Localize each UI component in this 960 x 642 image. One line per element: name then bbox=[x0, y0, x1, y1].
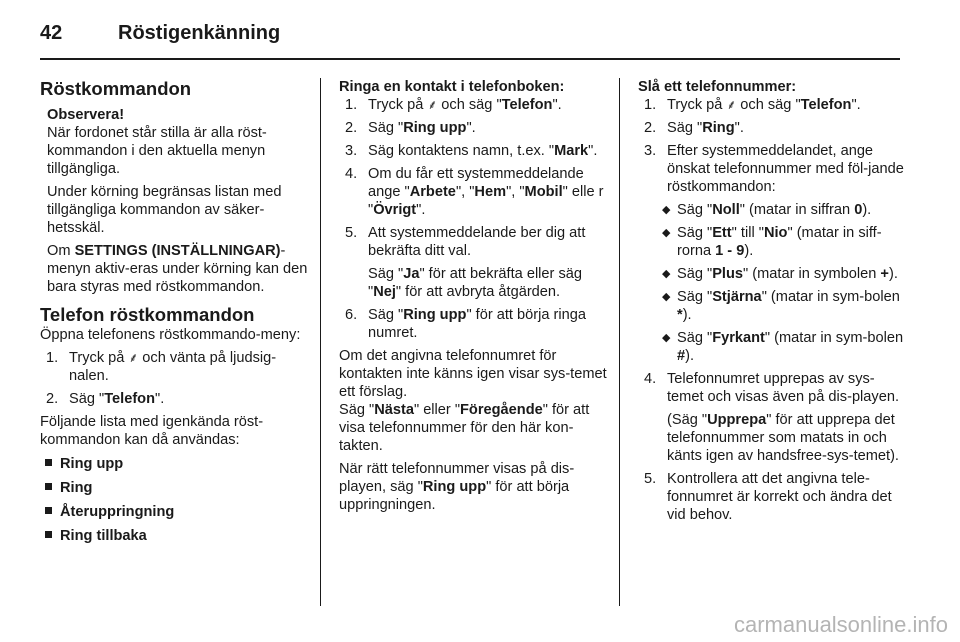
list-item: 1. Tryck på ⸙ och vänta på ljudsig-nalen. bbox=[46, 350, 277, 384]
list-item-subparagraph: Säg "Ja" för att bekräfta eller säg "Nej" för att avbryta åtgärden. bbox=[368, 266, 582, 300]
phone-voice-icon: ⸙ bbox=[128, 350, 139, 365]
note-paragraph-2: Under körning begränsas listan med tillgängliga kommandon av säker-hetsskäl. bbox=[47, 184, 282, 236]
phone-voice-icon: ⸙ bbox=[726, 97, 737, 112]
list-intro: Följande lista med igenkända röst-kommandon kan då användas: bbox=[40, 414, 264, 448]
list-item: 3. Säg kontaktens namn, t.ex. "Mark". bbox=[345, 143, 598, 159]
list-item: 3. Efter systemmeddelandet, ange önskat telefonnummer med föl-jande röstkommandon: bbox=[644, 143, 904, 195]
intro-text: Öppna telefonens röstkommando-meny: bbox=[40, 327, 301, 343]
list-item: 5. Att systemmeddelande ber dig att bekräfta ditt val. Säg "Ja" för att bekräfta eller säg "Nej" för att avbryta åtgärden. bbox=[345, 224, 607, 301]
square-bullet-icon bbox=[45, 483, 52, 490]
note-block bbox=[40, 106, 310, 296]
subheading-dial-number: Slå ett telefonnummer: bbox=[638, 79, 797, 95]
list-item: 4. Telefonnumret upprepas av sys-temet och visas även på dis-playen. (Säg "Upprepa" för att upprepa det telefonnummer som matats in och känts igen av handsfree-sys-temet). bbox=[644, 370, 906, 465]
diamond-bullet-icon: ◆ bbox=[662, 227, 671, 239]
list-item: 6. Säg "Ring upp" för att börja ringa numret. bbox=[345, 307, 586, 341]
diamond-bullet-icon: ◆ bbox=[662, 332, 671, 344]
list-item: 1. Tryck på ⸙ och säg "Telefon". bbox=[644, 97, 861, 113]
subheading-phonebook: Ringa en kontakt i telefonboken: bbox=[339, 79, 565, 95]
bullet-item: ◆ Säg "Plus" (matar in symbolen +). bbox=[662, 266, 898, 282]
note-paragraph-3: Om SETTINGS (INSTÄLLNINGAR)-menyn aktiv-eras under körning kan den bara styras med röstkommandon. bbox=[47, 243, 308, 295]
list-item: 2. Säg "Ring". bbox=[644, 120, 744, 136]
command-item: Återuppringning bbox=[45, 503, 310, 521]
list-item: 5. Kontrollera att det angivna tele-fonnumret är korrekt och ändra det vid behov. bbox=[644, 471, 892, 523]
footer-watermark: carmanualsonline.info bbox=[733, 612, 948, 637]
column-divider bbox=[320, 78, 321, 606]
note-paragraph-1: När fordonet står stilla är alla röst-kommandon i den aktuella menyn tillgängliga. bbox=[47, 125, 267, 177]
list-item: 2. Säg "Telefon". bbox=[46, 391, 165, 407]
diamond-bullet-icon: ◆ bbox=[662, 204, 671, 216]
bullet-item: ◆ Säg "Ett" till "Nio" (matar in siff-rorna 1 - 9). bbox=[662, 225, 882, 259]
command-item: Ring upp bbox=[45, 455, 310, 473]
list-item-subparagraph: (Säg "Upprepa" för att upprepa det telefonnummer som matats in och känts igen av handsfree-sys-temet). bbox=[667, 412, 899, 464]
diamond-bullet-icon: ◆ bbox=[662, 268, 671, 280]
header-rule bbox=[40, 58, 900, 60]
column-1 bbox=[40, 78, 310, 545]
page-title: Röstigenkänning bbox=[118, 22, 281, 44]
column-3 bbox=[638, 78, 906, 524]
list-item: 2. Säg "Ring upp". bbox=[345, 120, 476, 136]
phone-voice-icon: ⸙ bbox=[427, 97, 438, 112]
square-bullet-icon bbox=[45, 507, 52, 514]
square-bullet-icon bbox=[45, 459, 52, 466]
note-title: Observera! bbox=[47, 107, 125, 123]
bullet-item: ◆ Säg "Noll" (matar in siffran 0). bbox=[662, 202, 872, 218]
column-divider bbox=[619, 78, 620, 606]
list-item: 4. Om du får ett systemmeddelande ange "Arbete", "Hem", "Mobil" elle r "Övrigt". bbox=[345, 166, 604, 218]
command-item: Ring tillbaka bbox=[45, 527, 310, 545]
paragraph: När rätt telefonnummer visas på dis-playen, säg "Ring upp" för att börja uppringningen. bbox=[339, 461, 575, 513]
command-item: Ring bbox=[45, 479, 310, 497]
bullet-item: ◆ Säg "Stjärna" (matar in sym-bolen *). bbox=[662, 289, 900, 323]
diamond-bullet-icon: ◆ bbox=[662, 291, 671, 303]
bullet-item: ◆ Säg "Fyrkant" (matar in sym-bolen #). bbox=[662, 330, 904, 364]
section-heading-phone-voice-commands: Telefon röstkommandon bbox=[40, 304, 255, 325]
column-2 bbox=[339, 78, 607, 514]
list-item: 1. Tryck på ⸙ och säg "Telefon". bbox=[345, 97, 562, 113]
square-bullet-icon bbox=[45, 531, 52, 538]
paragraph: Säg "Nästa" eller "Föregående" för att visa telefonnummer för den här kon-takten. bbox=[339, 402, 590, 454]
paragraph: Om det angivna telefonnumret för kontakten inte känns igen visar sys-temet ett förslag. bbox=[339, 348, 607, 400]
page-number: 42 bbox=[40, 22, 63, 44]
section-heading-voice-commands: Röstkommandon bbox=[40, 78, 192, 99]
